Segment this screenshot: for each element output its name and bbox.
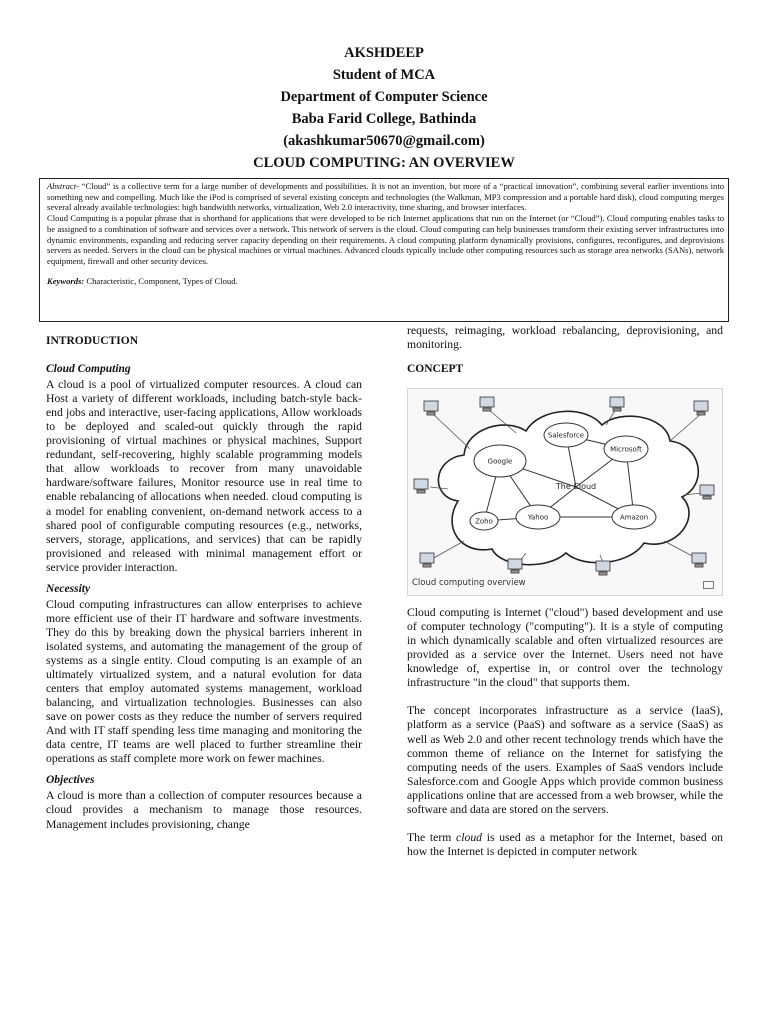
keywords-label: Keywords: bbox=[47, 275, 85, 286]
cloud-computing-figure bbox=[407, 388, 723, 596]
figure-caption: Cloud computing overview bbox=[412, 578, 526, 589]
node-zoho: Zoho bbox=[475, 517, 493, 526]
node-amazon: Amazon bbox=[619, 513, 649, 522]
abstract-label: Abstract- bbox=[47, 181, 79, 191]
objectives-text: A cloud is more than a collection of computer resources because a cloud provides a mechanism to manage those resources. Management includes provisioning, change bbox=[46, 789, 362, 831]
introduction-heading: INTRODUCTION bbox=[46, 335, 139, 347]
concept-paragraph-2: The concept incorporates infrastructure as a service (IaaS), platform as a service (PaaS) and software as a service (SaaS) as well as Web 2.0 and other recent technology trends which have the common theme of reliance on the Internet for satisfying the computing needs of the users. Examples of SaaS vendors include Salesforce.com and Google Apps which provide common business applications online that are accessed from a web browser, while the software and data are stored on the servers. bbox=[407, 704, 723, 816]
abstract-box bbox=[39, 178, 729, 322]
paragraph-3-end: is used as a metaphor for the Internet, based on how the Internet is depicted in computer network bbox=[407, 830, 724, 858]
objectives-heading: Objectives bbox=[46, 774, 95, 787]
concept-paragraph-1: Cloud computing is Internet ("cloud") based development and use of computer technology ("computing"). It is a style of computing in which dynamically scalable and often virtualized resources are provided as a service over the Internet. Users need not have knowledge of, expertise in, or control over the technology infrastructure "in the cloud" that supports them. bbox=[407, 606, 723, 690]
cloud-computing-heading: Cloud Computing bbox=[46, 363, 131, 376]
concept-paragraph-3 bbox=[407, 831, 723, 859]
left-column bbox=[46, 334, 362, 832]
abstract-text-1: “Cloud” is a collective term for a large number of developments and possibilities. It is not an invention, but more of a “practical innovation”, combining several earlier inventions into something new and compelling. Much like the iPod is comprised of several existing concepts and technologies (the Walkman, MP3 compression and a portable hard disk), cloud computing merges several already available technologies: high bandwidth networks, virtualization, Web 2.0 interactivity, time sharing, and browser interfaces. bbox=[47, 181, 724, 213]
author-college: Baba Farid College, Bathinda bbox=[291, 111, 477, 127]
author-email: (akashkumar50670@gmail.com) bbox=[283, 133, 485, 149]
keywords-text: Characteristic, Component, Types of Cloud. bbox=[84, 275, 238, 286]
concept-heading: CONCEPT bbox=[407, 363, 464, 376]
node-yahoo: Yahoo bbox=[527, 513, 549, 522]
necessity-heading: Necessity bbox=[46, 582, 91, 595]
keywords bbox=[47, 276, 724, 287]
abstract-paragraph-2: Cloud Computing is a popular phrase that is shorthand for applications that were developed to be rich Internet applications that run on the Internet (or “Cloud”). Cloud computing enables tasks to be assigned to a combination of software and services over a network. This network of servers is the cloud. Cloud computing can help businesses transform their existing server infrastructures into dynamic environments, expanding and reducing server capacity depending on their requirements. A cloud computing platform dynamically provisions, configures, reconfigures, and deprovisions servers as needed. Servers in the cloud can be physical machines or virtual machines. Advanced clouds typically include other computing resources such as storage area networks (SANs), network equipment, firewall and other security devices. bbox=[47, 213, 724, 266]
node-the-cloud: The Cloud bbox=[555, 482, 597, 492]
continued-text: requests, reimaging, workload rebalancing, deprovisioning, and monitoring. bbox=[407, 324, 723, 352]
paragraph-3-start: The term bbox=[407, 830, 457, 844]
right-column bbox=[407, 324, 723, 859]
node-microsoft: Microsoft bbox=[610, 445, 642, 454]
abstract-paragraph-1 bbox=[47, 181, 724, 213]
author-role: Student of MCA bbox=[332, 67, 436, 83]
paper-header bbox=[0, 42, 768, 174]
node-google: Google bbox=[487, 457, 513, 466]
node-salesforce: Salesforce bbox=[547, 431, 585, 440]
necessity-text: Cloud computing infrastructures can allow enterprises to achieve more efficient use of their IT hardware and software investments. They do this by breaking down the physical barriers inherent in isolated systems, and automating the management of the group of systems as a single entity. Cloud computing is an example of an ultimately virtualized system, and a natural evolution for data centers that employ automated systems management, workload balancing, and virtualization technologies. Businesses can also save on power costs as they reduce the number of servers required And with IT staff spending less time managing and monitoring the data centre, IT teams are well placed to further streamline their operations as staff complete more work on fewer machines. bbox=[46, 597, 362, 766]
paper-title: CLOUD COMPUTING: AN OVERVIEW bbox=[253, 155, 515, 171]
author-name: AKSHDEEP bbox=[344, 45, 424, 61]
enlarge-icon bbox=[703, 581, 714, 589]
author-department: Department of Computer Science bbox=[280, 89, 488, 105]
cloud-computing-text: A cloud is a pool of virtualized computer resources. A cloud can Host a variety of different workloads, including batch-style back-end jobs and interactive, user-facing applications, Allow workloads to be deployed and scaled-out quickly through the rapid provisioning of virtual machines or physical machines, Support redundant, self-recovering, highly scalable programming models that allow workloads to recover from many unavoidable hardware/software failures, Monitor resource use in real time to enable rebalancing of allocations when needed. cloud computing is a model for enabling convenient, on-demand network access to a shared pool of configurable computing resources (e.g., networks, servers, storage, applications, and services) that can be rapidly provisioned and released with minimal management effort or service provider interaction. bbox=[46, 378, 362, 574]
paragraph-3-emphasis: cloud bbox=[456, 830, 483, 844]
cloud-diagram bbox=[408, 389, 722, 579]
